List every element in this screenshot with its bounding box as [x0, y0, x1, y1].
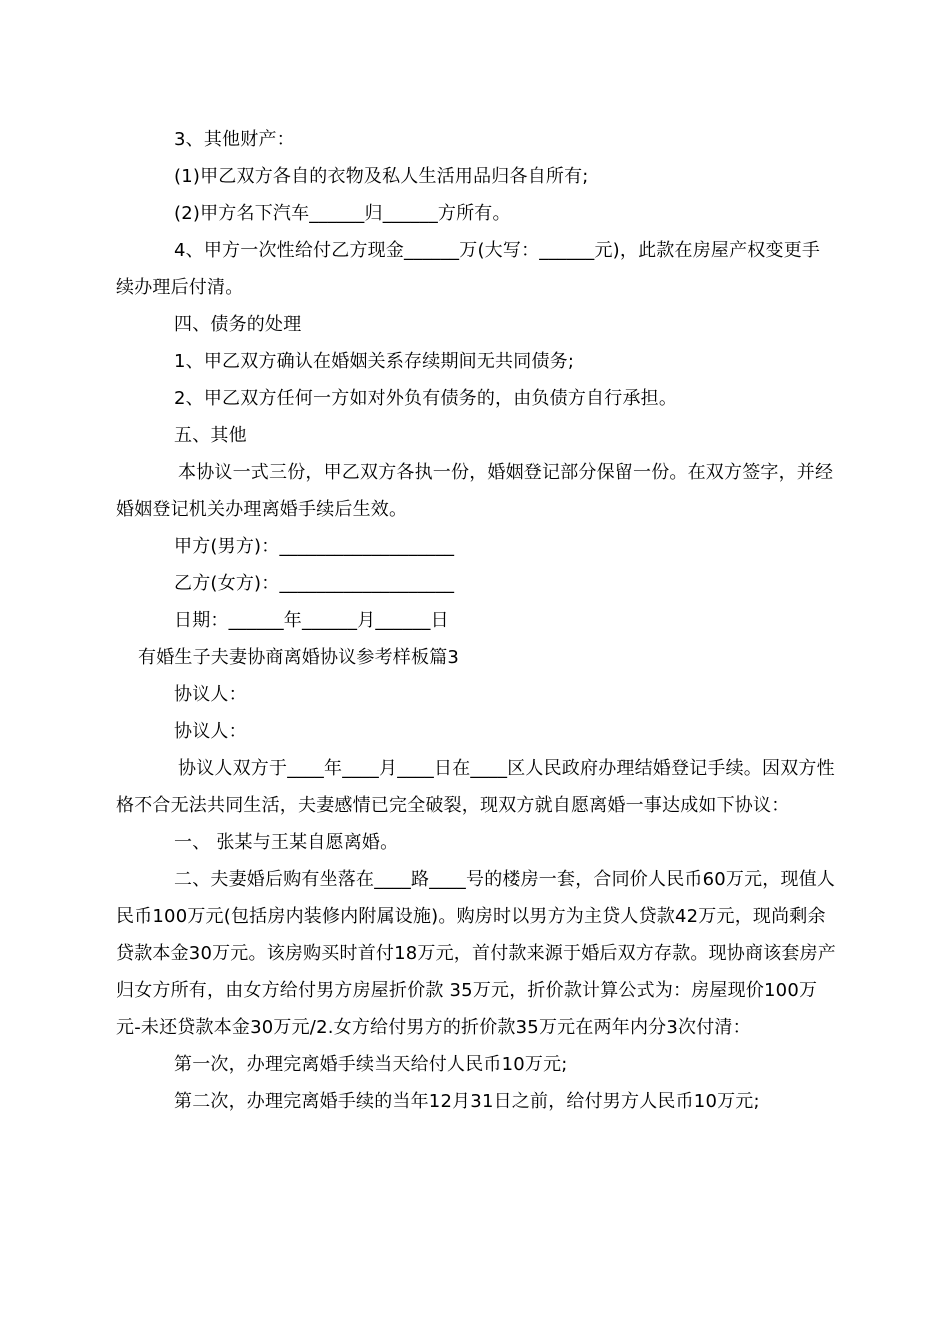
signature-date: 日期：______年______月______日 — [174, 610, 449, 631]
paragraph-cash-payment: 4、甲方一次性给付乙方现金______万(大写：______元)，此款在房屋产权变更手续办理后付清。 — [116, 240, 821, 298]
heading-debt: 四、债务的处理 — [174, 314, 302, 335]
paragraph-personal-items: (1)甲乙双方各自的衣物及私人生活用品归各自所有; — [174, 166, 589, 187]
party-line-1: 协议人： — [174, 684, 247, 705]
party-line-2: 协议人： — [174, 721, 247, 742]
section-title: 有婚生子夫妻协商离婚协议参考样板篇3 — [138, 647, 460, 668]
paragraph-copies: 本协议一式三份，甲乙双方各执一份，婚姻登记部分保留一份。在双方签字，并经婚姻登记机关办理离婚手续后生效。 — [116, 462, 834, 520]
signature-party-b: 乙方(女方)：___________________ — [174, 573, 455, 594]
heading-other: 五、其他 — [174, 425, 247, 446]
clause-one: 一、 张某与王某自愿离婚。 — [174, 832, 399, 853]
document-body — [116, 121, 836, 1120]
signature-party-a: 甲方(男方)：___________________ — [174, 536, 455, 557]
payment-first: 第一次，办理完离婚手续当天给付人民币10万元; — [174, 1054, 568, 1075]
paragraph-other-property: 3、其他财产： — [174, 129, 295, 150]
paragraph-individual-debt: 2、甲乙双方任何一方如对外负有债务的，由负债方自行承担。 — [174, 388, 678, 409]
paragraph-marriage-registration: 协议人双方于____年____月____日在____区人民政府办理结婚登记手续。因双方性格不合无法共同生活，夫妻感情已完全破裂，现双方就自愿离婚一事达成如下协议： — [116, 758, 835, 816]
clause-two-property: 二、夫妻婚后购有坐落在____路____号的楼房一套，合同价人民币60万元，现值人民币100万元(包括房内装修内附属设施)。购房时以男方为主贷人贷款42万元，现尚剩余贷款本金30万元。该房购买时首付18万元，首付款来源于婚后双方存款。现协商该套房产归女方所有，由女方给付男方房屋折价款 35万元，折价款计算公式为：房屋现价100万元-未还贷款本金30万元/2.女方给付男方的折价款35万元在两年内分3次付清： — [116, 869, 837, 1038]
paragraph-car: (2)甲方名下汽车______归______方所有。 — [174, 203, 511, 224]
payment-second: 第二次，办理完离婚手续的当年12月31日之前，给付男方人民币10万元; — [174, 1091, 760, 1112]
paragraph-no-common-debt: 1、甲乙双方确认在婚姻关系存续期间无共同债务; — [174, 351, 575, 372]
